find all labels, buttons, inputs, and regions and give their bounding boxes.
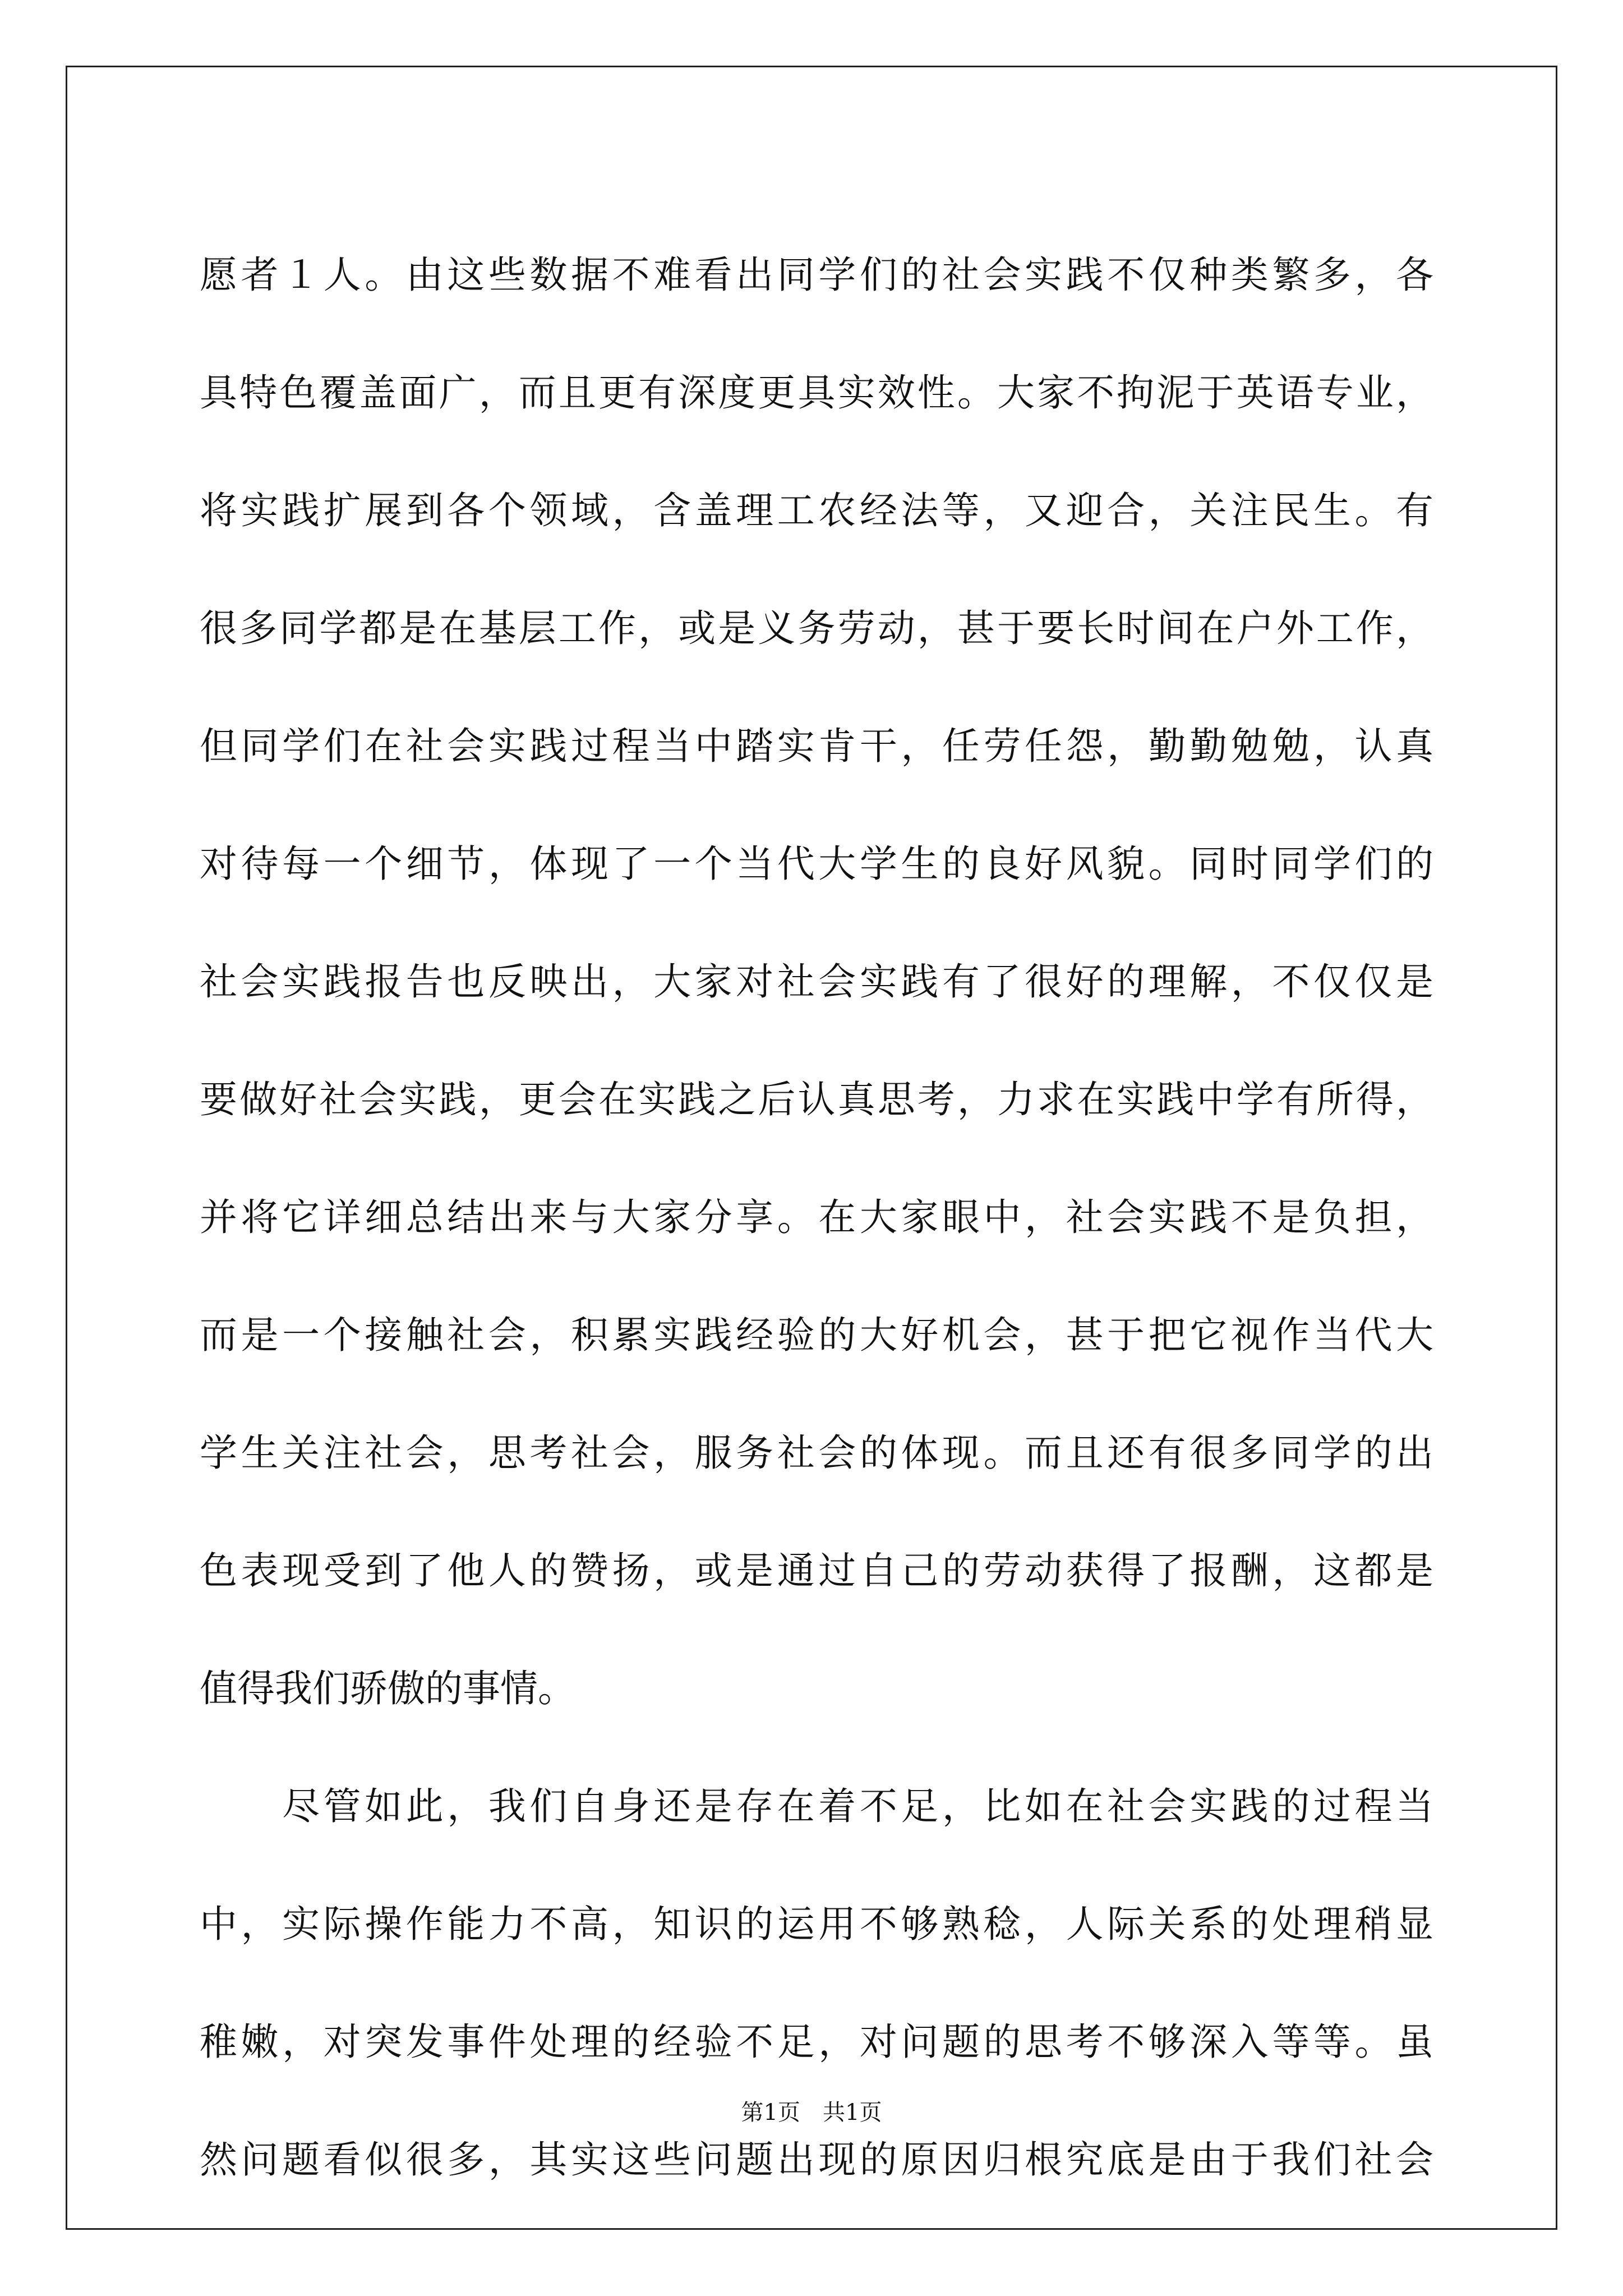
text-line: 对待每一个细节，体现了一个当代大学生的良好风貌。同时同学们的 <box>200 842 1433 886</box>
text-line: 值得我们骄傲的事情。 <box>200 1667 575 1710</box>
text-line: 中，实际操作能力不高，知识的运用不够熟稔，人际关系的处理稍显 <box>200 1902 1433 1946</box>
text-line: 然问题看似很多，其实这些问题出现的原因归根究底是由于我们社会 <box>200 2138 1433 2182</box>
text-line: 并将它详细总结出来与大家分享。在大家眼中，社会实践不是负担， <box>200 1195 1433 1239</box>
text-line: 稚嫩，对突发事件处理的经验不足，对问题的思考不够深入等等。虽 <box>200 2020 1433 2064</box>
text-line: 很多同学都是在基层工作，或是义务劳动，甚于要长时间在户外工作， <box>200 606 1433 650</box>
paragraph <box>200 216 1433 1747</box>
text-line: 具特色覆盖面广，而且更有深度更具实效性。大家不拘泥于英语专业， <box>200 371 1433 415</box>
page-footer: 第1页 共1页 <box>741 2100 882 2125</box>
text-line: 色表现受到了他人的赞扬，或是通过自己的劳动获得了报酬，这都是 <box>200 1549 1433 1593</box>
text-line: 愿者１人。由这些数据不难看出同学们的社会实践不仅种类繁多，各 <box>200 253 1433 297</box>
text-line: 社会实践报告也反映出，大家对社会实践有了很好的理解，不仅仅是 <box>200 960 1433 1004</box>
text-line: 但同学们在社会实践过程当中踏实肯干，任劳任怨，勤勤勉勉，认真 <box>200 724 1433 768</box>
text-line: 尽管如此，我们自身还是存在着不足，比如在社会实践的过程当 <box>200 1784 1433 1828</box>
paragraph <box>200 1747 1433 2219</box>
text-line: 将实践扩展到各个领域，含盖理工农经法等，又迎合，关注民生。有 <box>200 489 1433 532</box>
document-body <box>200 216 1433 2219</box>
text-line: 学生关注社会，思考社会，服务社会的体现。而且还有很多同学的出 <box>200 1431 1433 1475</box>
text-line: 要做好社会实践，更会在实践之后认真思考，力求在实践中学有所得， <box>200 1078 1433 1121</box>
text-line: 而是一个接触社会，积累实践经验的大好机会，甚于把它视作当代大 <box>200 1313 1433 1357</box>
